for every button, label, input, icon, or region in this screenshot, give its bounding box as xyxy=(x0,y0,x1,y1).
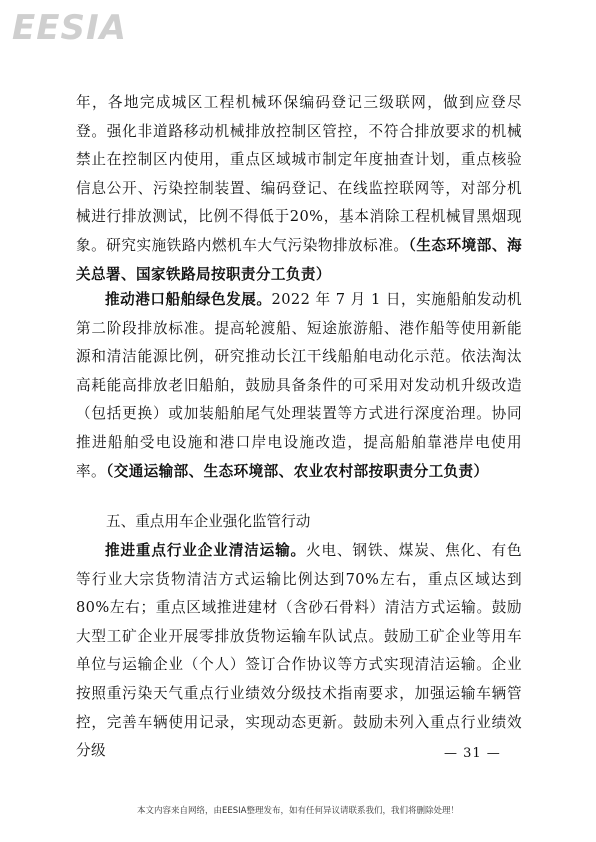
paragraph-lead-heading: 推动港口船舶绿色发展。 xyxy=(105,291,272,308)
footer-disclaimer: 本文内容来自网络，由EESIA整理发布，如有任何异议请联系我们，我们将删除处理！ xyxy=(137,806,459,816)
responsibility-note: （生态环境部、海关总署、国家铁路局按职责分工负责） xyxy=(76,236,522,283)
eesia-logo xyxy=(10,6,150,46)
eesia-logo-mark xyxy=(10,6,150,46)
paragraph-clean-transport xyxy=(76,537,522,766)
paragraph-port-ships xyxy=(76,286,522,486)
paragraph-lead-heading: 推进重点行业企业清洁运输。 xyxy=(105,542,306,559)
responsibility-note: （交通运输部、生态环境部、农业农村部按职责分工负责） xyxy=(106,462,489,480)
section-heading: 五、重点用车企业强化监管行动 xyxy=(106,513,311,530)
paragraph-emission-control xyxy=(76,89,522,289)
paragraph-text: 2022 年 7 月 1 日，实施船舶发动机第二阶段排放标准。提高轮渡船、短途旅游船、港作船等使用新能源和清洁能源比例，研究推动长江干线船舶电动化示范。依法淘汰高耗能高排放老旧船舶，鼓励具备条件的可采用对发动机升级改造（包括更换）或加装船舶尾气处理装置等方式进行深度治理。协同推进船舶受电设施和港口岸电设施改造，提高船舶靠港岸电使用率。 xyxy=(76,291,522,480)
paragraph-text: 年，各地完成城区工程机械环保编码登记三级联网，做到应登尽登。强化非道路移动机械排放控制区管控，不符合排放要求的机械禁止在控制区内使用，重点区域城市制定年度抽查计划，重点核验信息公开、污染控制装置、编码登记、在线监控联网等，对部分机械进行排放测试，比例不得低于20%，基本消除工程机械冒黑烟现象。研究实施铁路内燃机车大气污染物排放标准。 xyxy=(76,94,522,254)
svg-text:EESIA: EESIA xyxy=(12,8,127,46)
page-number: — 31 — xyxy=(444,746,501,761)
paragraph-text: 火电、钢铁、煤炭、焦化、有色等行业大宗货物清洁方式运输比例达到70%左右，重点区域达到80%左右；重点区域推进建材（含砂石骨料）清洁方式运输。鼓励大型工矿企业开展零排放货物运输车队试点。鼓励工矿企业等用车单位与运输企业（个人）签订合作协议等方式实现清洁运输。企业按照重污染天气重点行业绩效分级技术指南要求，加强运输车辆管控，完善车辆使用记录，实现动态更新。鼓励未列入重点行业绩效分级 xyxy=(76,542,522,760)
